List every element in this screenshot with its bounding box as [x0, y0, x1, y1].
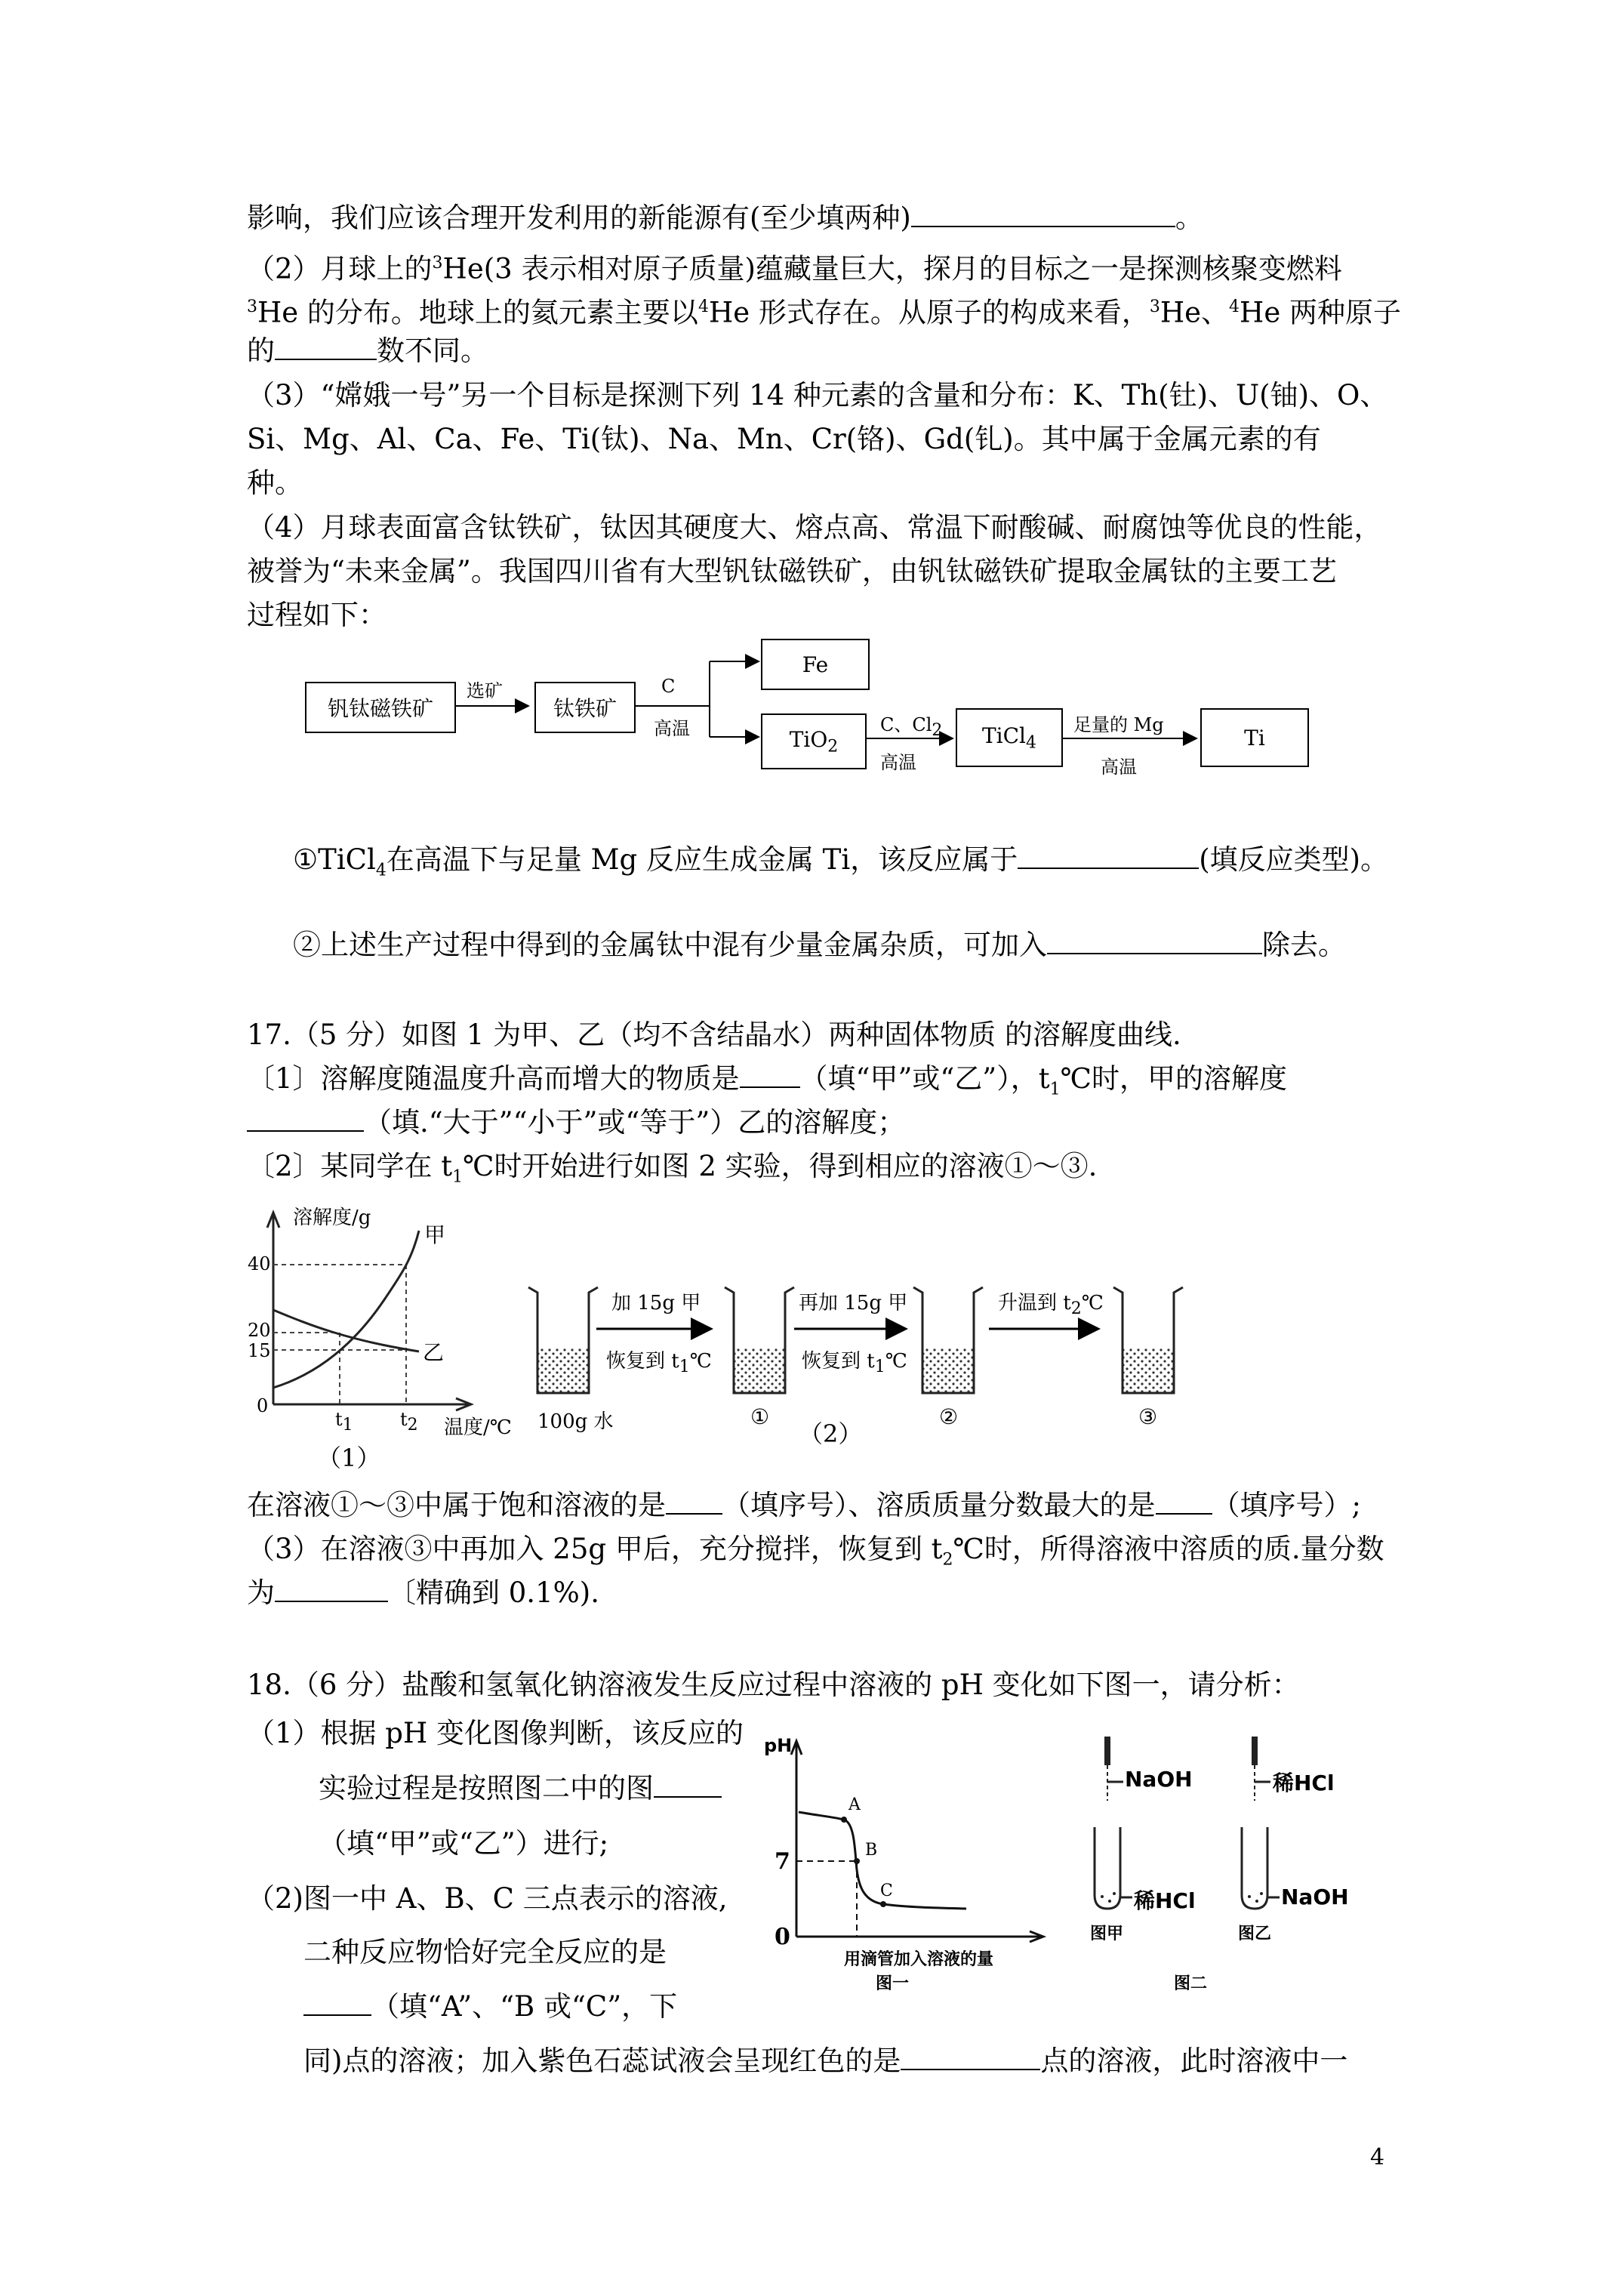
text-line: 在溶液①～③中属于饱和溶液的是 （填序号）、溶质质量分数最大的是 （填序号）; — [247, 1489, 1361, 1521]
flow-box-tio2: TiO$_2$ — [761, 713, 867, 769]
text-line: 〔1〕溶解度随温度升高而增大的物质是 （填“甲”或“乙”），$t_1℃$时，甲的溶解度 — [247, 1062, 1287, 1099]
flow-box-ore: 钒钛磁铁矿 — [305, 682, 456, 733]
text-line: 的 数不同。 — [247, 334, 488, 367]
text-line: （2）月球上的$^3$He(3 表示相对原子质量)蕴藏量巨大，探月的目标之一是探测核聚变燃料 — [247, 252, 1342, 285]
figure-caption: （2） — [799, 1419, 863, 1448]
text-line: 二种反应物恰好完全反应的是 — [303, 1936, 667, 1968]
text-line: （填.“大于”“小于”或“等于”）乙的溶解度； — [247, 1105, 905, 1141]
reagent-label: 稀HCl — [1134, 1888, 1196, 1913]
text-line: （3）“嫦娥一号”另一个目标是探测下列 14 种元素的含量和分布：K、Th(钍)、U(铀)、O、 — [247, 379, 1388, 411]
text-line: ②上述生产过程中得到的金属钛中混有少量金属杂质，可加入 除去。 — [293, 929, 1346, 961]
text-line: （4）月球表面富含钛铁矿，钛因其硬度大、熔点高、常温下耐酸碱、耐腐蚀等优良的性能， — [247, 511, 1382, 544]
step-label: 恢复到 $t_1℃$ — [606, 1350, 712, 1377]
step-label: 升温到 $t_2℃$ — [998, 1292, 1104, 1319]
figure-caption: （1） — [317, 1444, 381, 1472]
curve-label-jia: 甲 — [424, 1222, 446, 1247]
tick-label: $t_2$ — [400, 1409, 418, 1435]
beaker-label: ② — [939, 1404, 959, 1429]
tick-label: 0 — [257, 1395, 269, 1416]
curve-label-yi: 乙 — [423, 1340, 445, 1365]
axis-label-x: 温度/℃ — [444, 1416, 512, 1439]
flow-label: 高温 — [654, 718, 690, 739]
flow-label: 选矿 — [467, 680, 503, 701]
figure-caption: 图一 — [876, 1974, 910, 1993]
text-line: ①TiCl$_4$在高温下与足量 Mg 反应生成金属 Ti，该反应属于 (填反应类型)。 — [293, 843, 1389, 880]
figure-caption: 图甲 — [1090, 1925, 1124, 1943]
beaker-label: 100g 水 — [537, 1410, 614, 1433]
beaker-label: ① — [750, 1404, 770, 1429]
tick-label: $t_1$ — [335, 1409, 353, 1435]
tick-label: 15 — [248, 1340, 271, 1361]
axis-label-y: 溶解度/g — [293, 1207, 371, 1229]
text-line: 种。 — [247, 467, 303, 499]
tick-label: 40 — [248, 1253, 271, 1274]
reagent-label: 稀HCl — [1273, 1771, 1335, 1795]
text-line: 过程如下： — [247, 599, 387, 631]
tick-label: 20 — [248, 1320, 271, 1341]
test-tube-jia — [1095, 1737, 1132, 1909]
text-line: （填“甲”或“乙”）进行; — [319, 1827, 609, 1860]
figure-caption: 图二 — [1174, 1974, 1208, 1993]
page-number: 4 — [1370, 2144, 1385, 2171]
flow-box-fe: Fe — [761, 639, 870, 690]
question-heading: 18.（6 分）盐酸和氢氧化钠溶液发生反应过程中溶液的 pH 变化如下图一，请分析： — [247, 1669, 1300, 1701]
step-label: 再加 15g 甲 — [799, 1292, 908, 1314]
question-heading: 17.（5 分）如图 1 为甲、乙（均不含结晶水）两种固体物质 的溶解度曲线. — [247, 1019, 1181, 1051]
text-line: 同)点的溶液；加入紫色石蕊试液会呈现红色的是 点的溶液，此时溶液中一 — [303, 2045, 1348, 2077]
step-label: 恢复到 $t_1℃$ — [802, 1350, 907, 1377]
text-line: 被誉为“未来金属”。我国四川省有大型钒钛磁铁矿，由钒钛磁铁矿提取金属钛的主要工艺 — [247, 555, 1337, 587]
point-label-a: A — [848, 1795, 861, 1814]
text-line: $^3$He 的分布。地球上的氦元素主要以$^4$He 形式存在。从原子的构成来看，$^3$He、$^4$He 两种原子 — [247, 296, 1401, 329]
test-tube-yi — [1242, 1737, 1280, 1909]
axis-label-ph: pH — [764, 1735, 793, 1756]
tick-label-7: 7 — [775, 1848, 790, 1875]
axis-label-x: 用滴管加入溶液的量 — [844, 1950, 994, 1969]
flow-label: C — [661, 676, 676, 697]
text-line: （3）在溶液③中再加入 25g 甲后，充分搅拌，恢复到 $t_2℃$时，所得溶液中溶质的质.量分数 — [247, 1533, 1384, 1570]
text-line: （1）根据 pH 变化图像判断，该反应的 — [247, 1717, 744, 1749]
text-line: 影响，我们应该合理开发利用的新能源有(至少填两种) 。 — [247, 202, 1203, 234]
text-line: 〔2〕某同学在 $t_1℃$时开始进行如图 2 实验，得到相应的溶液①～③. — [247, 1150, 1098, 1187]
flow-box-ticl4: TiCl$_4$ — [956, 708, 1063, 767]
text-line: （2)图一中 A、B、C 三点表示的溶液, — [247, 1882, 728, 1915]
flow-box-ti: Ti — [1200, 708, 1309, 767]
text-line: 实验过程是按照图二中的图 — [319, 1771, 722, 1807]
flow-label: 足量的 Mg — [1073, 714, 1164, 735]
flow-box-ilmenite: 钛铁矿 — [534, 682, 636, 733]
tick-label-0: 0 — [775, 1924, 790, 1950]
flow-label: 高温 — [880, 752, 916, 773]
point-label-c: C — [880, 1881, 893, 1900]
text-line: （填“A”、“B 戓“C”，下 — [303, 1989, 677, 2025]
text-line: 为 〔精确到 0.1%). — [247, 1576, 599, 1609]
reagent-label: NaOH — [1281, 1885, 1349, 1909]
figure-caption: 图乙 — [1238, 1925, 1272, 1943]
beaker-label: ③ — [1138, 1404, 1158, 1429]
reagent-label: NaOH — [1125, 1767, 1193, 1792]
text-line: Si、Mg、Al、Ca、Fe、Ti(钛)、Na、Mn、Cr(铬)、Gd(钆)。其中属于金属元素的有 — [247, 423, 1321, 455]
step-label: 加 15g 甲 — [611, 1292, 701, 1314]
flow-label: 高温 — [1101, 757, 1137, 778]
flow-label: C、$Cl_2$ — [880, 714, 943, 740]
point-label-b: B — [865, 1841, 878, 1860]
